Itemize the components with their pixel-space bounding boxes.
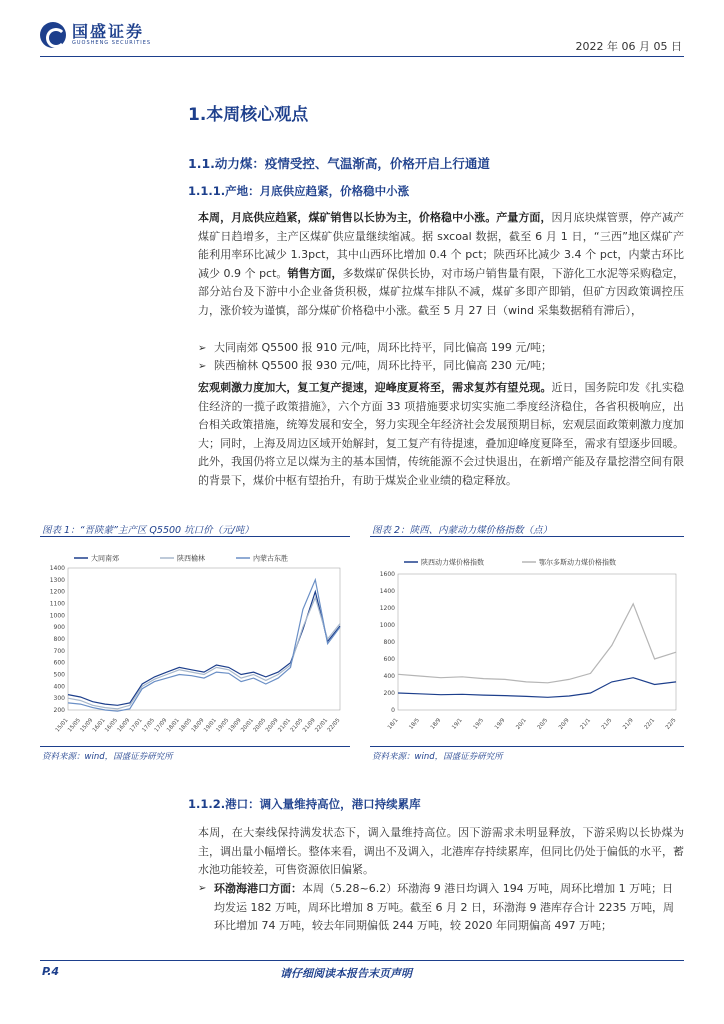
page-number: P.4 (42, 965, 60, 978)
legend-label: 内蒙古东胜 (253, 554, 288, 563)
list-item: ➢ 大同南郊 Q5500 报 910 元/吨，周环比持平，同比偏高 199 元/吨； (198, 339, 684, 359)
header-divider (40, 56, 684, 57)
x-tick-label: 21/1 (579, 717, 592, 731)
x-tick-label: 21/01 (277, 717, 293, 734)
bold-lead: 宏观刺激力度加大，复工复产提速，迎峰度夏将至，需求复苏有望兑现。 (198, 381, 552, 394)
logo-name-cn: 国盛证券 (72, 22, 145, 41)
x-tick-label: 20/5 (536, 717, 550, 731)
arrow-bullet-icon: ➢ (198, 361, 207, 372)
y-tick-label: 1200 (49, 588, 65, 596)
series-line (398, 604, 676, 683)
x-tick-label: 19/01 (203, 717, 218, 734)
subsubsection-heading-port: 1.1.2.港口：调入量维持高位，港口持续累库 (188, 797, 421, 811)
bold-lead: 环渤海港口方面： (214, 882, 302, 895)
x-tick-label: 21/5 (600, 717, 614, 731)
logo-icon (40, 22, 66, 48)
x-tick-label: 17/05 (141, 717, 157, 734)
series-line (68, 592, 340, 706)
x-tick-label: 18/5 (408, 717, 421, 731)
x-tick-label: 18/09 (190, 717, 206, 734)
y-tick-label: 1600 (379, 571, 395, 578)
x-tick-label: 18/05 (178, 717, 194, 734)
y-tick-label: 300 (53, 695, 65, 703)
x-tick-label: 16/01 (91, 717, 107, 734)
arrow-bullet-icon: ➢ (198, 883, 207, 894)
x-tick-label: 19/9 (493, 717, 507, 731)
arrow-bullet-icon: ➢ (198, 343, 207, 354)
y-tick-label: 400 (53, 683, 65, 691)
section-heading: 1.本周核心观点 (188, 105, 309, 125)
series-line (398, 678, 676, 698)
company-logo (40, 22, 151, 48)
x-tick-label: 19/09 (227, 717, 243, 734)
x-tick-label: 15/09 (79, 717, 95, 734)
x-tick-label: 20/05 (252, 717, 268, 734)
y-tick-label: 500 (53, 671, 65, 679)
y-tick-label: 1400 (379, 588, 395, 595)
x-tick-label: 18/01 (166, 717, 181, 734)
caption-divider (40, 536, 350, 537)
text: 因月底块煤管票，停产减产煤矿日趋增多，主产区煤矿供应量继续缩减。据 sxcoal 数据，截至 6 月 1 日，“三西”地区煤矿产能利用率环比减少 1.3pct，其中山西环比增加 0.4 个 pct；陕西环比减少 3.4 个 pct，内蒙古环比减少 0.9 个 pct。 (198, 211, 685, 280)
x-tick-label: 18/9 (429, 717, 443, 731)
logo-name-en: GUOSHENG SECURITIES (72, 40, 152, 46)
chart1-caption: 图表 1：“晋陕蒙”主产区 Q5500 坑口价（元/吨） (42, 525, 254, 536)
y-tick-label: 800 (383, 639, 395, 646)
chart2-source: 资料来源：wind，国盛证券研究所 (372, 752, 503, 762)
y-tick-label: 200 (53, 707, 65, 714)
chart2-caption: 图表 2：陕西、内蒙动力煤价格指数（点） (372, 525, 553, 536)
x-tick-label: 16/09 (116, 717, 132, 734)
y-tick-label: 1000 (49, 612, 65, 620)
subsubsection-heading: 1.1.1.产地：月底供应趋紧，价格稳中小涨 (188, 184, 410, 198)
x-tick-label: 20/1 (515, 717, 528, 731)
y-tick-label: 1100 (49, 600, 65, 608)
plot-area (398, 574, 676, 710)
y-tick-label: 800 (53, 636, 65, 643)
chart1 (40, 540, 350, 740)
x-tick-label: 20/09 (264, 717, 280, 734)
series-line (68, 598, 340, 709)
x-tick-label: 19/05 (215, 717, 231, 734)
x-tick-label: 22/05 (326, 717, 342, 734)
source-divider (370, 746, 684, 747)
x-tick-label: 22/1 (643, 717, 657, 731)
y-tick-label: 1300 (49, 576, 65, 584)
series-line (68, 580, 340, 711)
chart1-source: 资料来源：wind，国盛证券研究所 (42, 752, 173, 762)
x-tick-label: 16/05 (104, 717, 119, 734)
y-tick-label: 0 (391, 707, 395, 714)
x-tick-label: 20/01 (240, 717, 255, 734)
x-tick-label: 21/09 (302, 717, 317, 734)
x-tick-label: 22/5 (664, 717, 678, 731)
x-tick-label: 15/05 (67, 717, 82, 734)
y-tick-label: 1000 (379, 622, 395, 629)
x-tick-label: 20/9 (558, 717, 571, 731)
legend-label: 陕西动力煤价格指数 (421, 558, 484, 567)
y-tick-label: 1400 (49, 565, 65, 572)
x-tick-label: 21/9 (622, 717, 635, 731)
bold-lead: 本周，月底供应趋紧，煤矿销售以长协为主，价格稳中小涨。产量方面， (198, 211, 552, 224)
y-tick-label: 200 (383, 690, 395, 697)
legend-label: 陕西榆林 (177, 554, 205, 563)
y-tick-label: 700 (53, 647, 65, 655)
y-tick-label: 600 (53, 659, 65, 667)
paragraph-port: 本周，在大秦线保持满发状态下，调入量维持高位。因下游需求未明显释放，下游采购以长协煤为主，调出量小幅增长。整体来看，调出不及调入，北港库存持续累库，但同比仍处于偏低的水平，蓄水池功能较差，可售资源依旧偏紧。 (198, 826, 684, 877)
caption-divider (370, 536, 684, 537)
paragraph-production (198, 209, 684, 321)
y-tick-label: 400 (383, 673, 395, 680)
x-tick-label: 15/01 (54, 717, 70, 734)
x-tick-label: 17/09 (153, 717, 169, 734)
list-item: ➢ 陕西榆林 Q5500 报 930 元/吨，周环比持平，同比偏高 230 元/吨； (198, 357, 684, 377)
text: 多数煤矿保供长协，对市场户销售量有限，下游化工水泥等采购稳定，部分站台及下游中小企业备货积极，煤矿拉煤车排队不减，煤矿多即产即销，但矿方因政策调控压力，涨价较为谨慎，部分煤矿价格稳中小涨。截至 5 月 27 日（wind 采集数据稍有滞后）， (198, 266, 684, 317)
page-header (0, 0, 724, 62)
source-divider (40, 746, 350, 747)
text: 本周（5.28~6.2）环渤海 9 港日均调入 194 万吨，周环比增加 1 万吨；日均发运 182 万吨，周环比增加 8 万吨。截至 6 月 2 日，环渤海 9 港库存合计 2235 万吨，周环比增加 74 万吨，较去年同期偏低 244 万吨，较 2020 年同期偏高 497 万吨； (214, 882, 674, 933)
x-tick-label: 21/05 (289, 717, 305, 734)
x-tick-label: 19/5 (472, 717, 486, 731)
footer-disclaimer: 请仔细阅读本报告末页声明 (280, 967, 412, 980)
x-tick-label: 19/1 (451, 717, 464, 731)
y-tick-label: 900 (53, 624, 65, 632)
subsection-heading: 1.1.动力煤：疫情受控、气温渐高，价格开启上行通道 (188, 156, 490, 171)
x-tick-label: 18/1 (386, 717, 400, 731)
chart2 (370, 540, 684, 740)
list-item (198, 880, 684, 936)
y-tick-label: 600 (383, 656, 395, 663)
x-tick-label: 22/01 (314, 717, 330, 734)
legend-label: 鄂尔多斯动力煤价格指数 (539, 558, 616, 567)
footer-divider (40, 960, 684, 961)
text: 近日，国务院印发《扎实稳住经济的一揽子政策措施》，六个方面 33 项措施要求切实实施二季度经济稳住，各省积极响应，出台相关政策措施，统筹发展和安全，努力实现全年经济社会发展预期目标，宏观层面政策刺激力度加大；同时，上海及周边区域开始解封，复工复产有待提速，叠加迎峰度夏降至，需求有望逐步回暖。此外，我国仍将立足以煤为主的基本国情，传统能源不会过快退出，在新增产能及存量挖潜空间有限的背景下，煤价中枢有望抬升，有助于煤炭企业业绩的稳定释放。 (198, 381, 685, 487)
report-date: 2022 年 06 月 05 日 (575, 40, 682, 53)
y-tick-label: 1200 (379, 605, 395, 612)
paragraph-macro (198, 379, 684, 491)
x-tick-label: 17/01 (128, 717, 144, 734)
legend-label: 大同南郊 (91, 554, 119, 563)
bold-lead: 销售方面， (287, 266, 343, 280)
